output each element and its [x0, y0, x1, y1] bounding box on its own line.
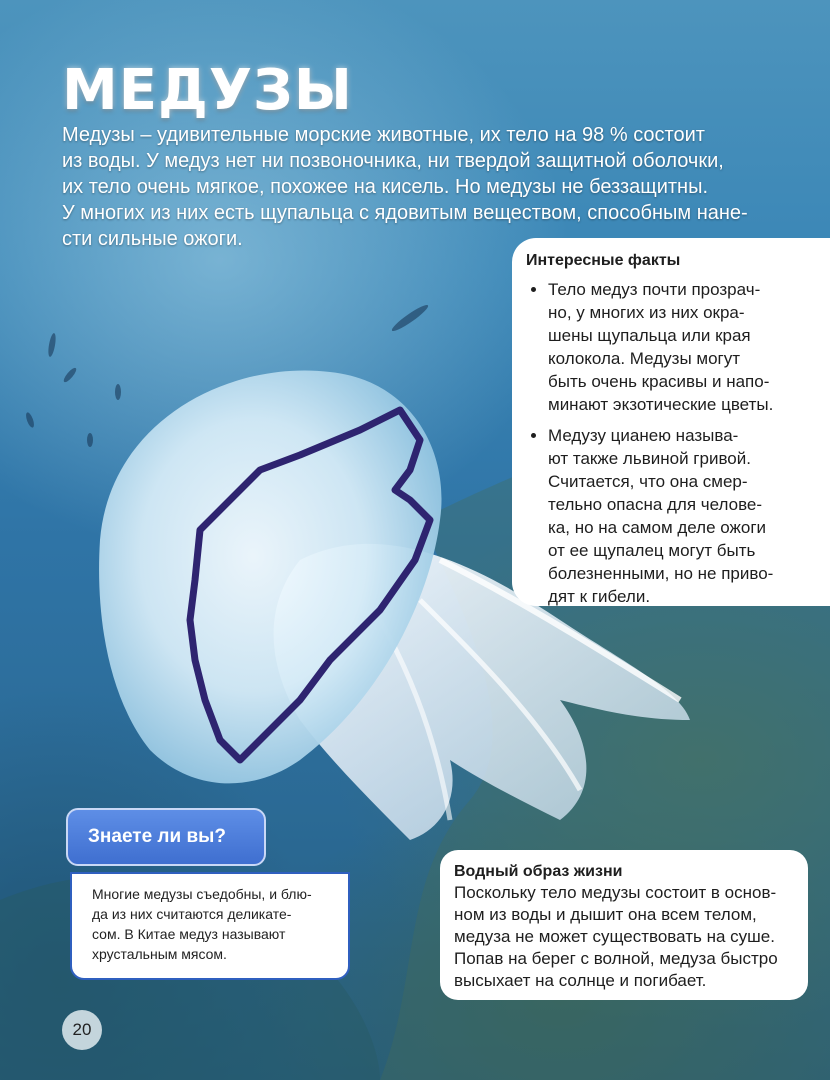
did-you-know-line: да из них считаются деликате-	[92, 906, 292, 922]
intro-line: У многих из них есть щупальца с ядовитым веществом, способным нане-	[62, 202, 748, 224]
fact-item	[548, 278, 830, 416]
page-number: 20	[62, 1010, 102, 1050]
fact-line: колокола. Медузы могут	[548, 349, 741, 368]
fact-line: быть очень красивы и напо-	[548, 372, 770, 391]
fact-line: ка, но на самом деле ожоги	[548, 518, 767, 537]
water-life-box	[440, 850, 808, 1000]
fact-line: шены щупальца или края	[548, 326, 751, 345]
did-you-know-badge: Знаете ли вы?	[66, 808, 266, 866]
fact-line: от ее щупалец могут быть	[548, 541, 756, 560]
fact-line: тельно опасна для челове-	[548, 495, 763, 514]
water-life-line: ном из воды и дышит она всем телом,	[454, 905, 757, 924]
facts-box	[512, 238, 830, 606]
intro-line: сти сильные ожоги.	[62, 228, 243, 250]
intro-line: из воды. У медуз нет ни позвоночника, ни твердой защитной оболочки,	[62, 150, 724, 172]
water-life-line: медуза не может существовать на суше.	[454, 927, 775, 946]
intro-line: Медузы – удивительные морские животные, их тело на 98 % состоит	[62, 124, 705, 146]
water-life-line: Попав на берег с волной, медуза быстро	[454, 949, 778, 968]
intro-line: их тело очень мягкое, похожее на кисель. Но медузы не беззащитны.	[62, 176, 709, 198]
fact-line: ют также львиной гривой.	[548, 449, 751, 468]
did-you-know-line: сом. В Китае медуз называют	[92, 926, 286, 942]
fact-item	[548, 424, 830, 608]
fact-line: болезненными, но не приво-	[548, 564, 774, 583]
facts-heading: Интересные факты	[526, 252, 681, 269]
fact-line: но, у многих из них окра-	[548, 303, 745, 322]
water-life-heading: Водный образ жизни	[454, 863, 623, 880]
fact-line: • Медузу цианею называ-	[548, 426, 739, 445]
water-life-text	[454, 882, 794, 992]
page-title: МЕДУЗЫ	[62, 58, 353, 123]
fact-line: Считается, что она смер-	[548, 472, 748, 491]
did-you-know-line: Многие медузы съедобны, и блю-	[92, 886, 312, 902]
fact-line: • Тело медуз почти прозрач-	[548, 280, 761, 299]
fact-line: минают экзотические цветы.	[548, 395, 774, 414]
water-life-line: высыхает на солнце и погибает.	[454, 971, 707, 990]
did-you-know-box	[70, 872, 350, 980]
intro-paragraph	[62, 122, 782, 252]
facts-list	[526, 278, 830, 608]
did-you-know-line: хрустальным мясом.	[92, 946, 227, 962]
fact-line: дят к гибели.	[548, 587, 651, 606]
water-life-line: Поскольку тело медузы состоит в основ-	[454, 883, 777, 902]
